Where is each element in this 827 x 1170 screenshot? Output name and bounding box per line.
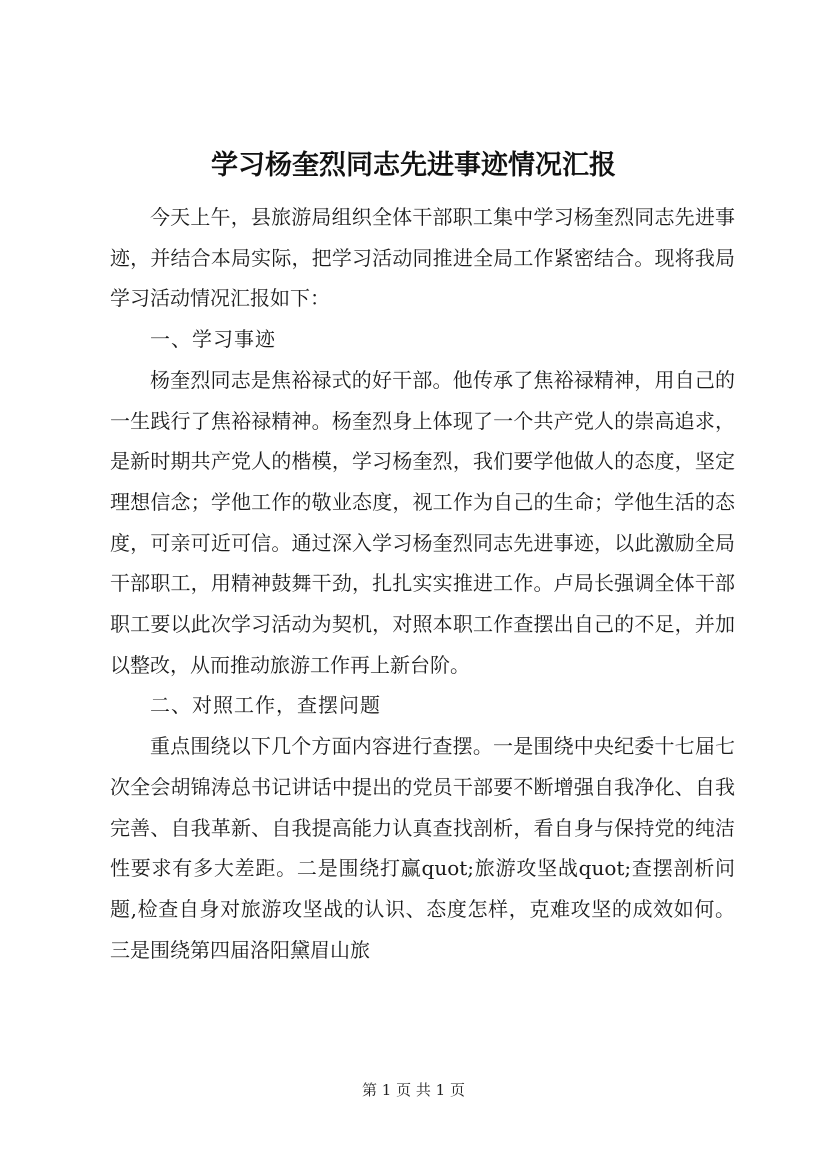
paragraph-check-problems: 重点围绕以下几个方面内容进行查摆。一是围绕中央纪委十七届七次全会胡锦涛总书记讲话中提出的党员干部要不断增强自我净化、自我完善、自我革新、自我提高能力认真查找剖析，看自身与保持党的纯洁性要求有多大差距。二是围绕打赢quot;旅游攻坚战quot;查摆剖析问题,检查自身对旅游攻坚战的认识、态度怎样，克难攻坚的成效如何。三是围绕第四届洛阳黛眉山旅 bbox=[110, 734, 735, 962]
page-footer: 第 1 页 共 1 页 bbox=[362, 1081, 465, 1099]
section-heading-1: 一、学习事迹 bbox=[150, 327, 276, 352]
section-heading-2: 二、对照工作，查摆问题 bbox=[150, 693, 381, 718]
document-body bbox=[110, 197, 735, 970]
document-title: 学习杨奎烈同志先进事迹情况汇报 bbox=[211, 150, 616, 181]
paragraph-intro: 今天上午，县旅游局组织全体干部职工集中学习杨奎烈同志先进事迹，并结合本局实际，把学习活动同推进全局工作紧密结合。现将我局学习活动情况汇报如下： bbox=[110, 205, 735, 311]
paragraph-study-deeds: 杨奎烈同志是焦裕禄式的好干部。他传承了焦裕禄精神，用自己的一生践行了焦裕禄精神。杨奎烈身上体现了一个共产党人的崇高追求，是新时期共产党人的楷模，学习杨奎烈，我们要学他做人的态度，坚定理想信念；学他工作的敬业态度，视工作为自己的生命；学他生活的态度，可亲可近可信。通过深入学习杨奎烈同志先进事迹，以此激励全局干部职工，用精神鼓舞干劲，扎扎实实推进工作。卢局长强调全体干部职工要以此次学习活动为契机，对照本职工作查摆出自己的不足，并加以整改，从而推动旅游工作再上新台阶。 bbox=[110, 367, 735, 677]
